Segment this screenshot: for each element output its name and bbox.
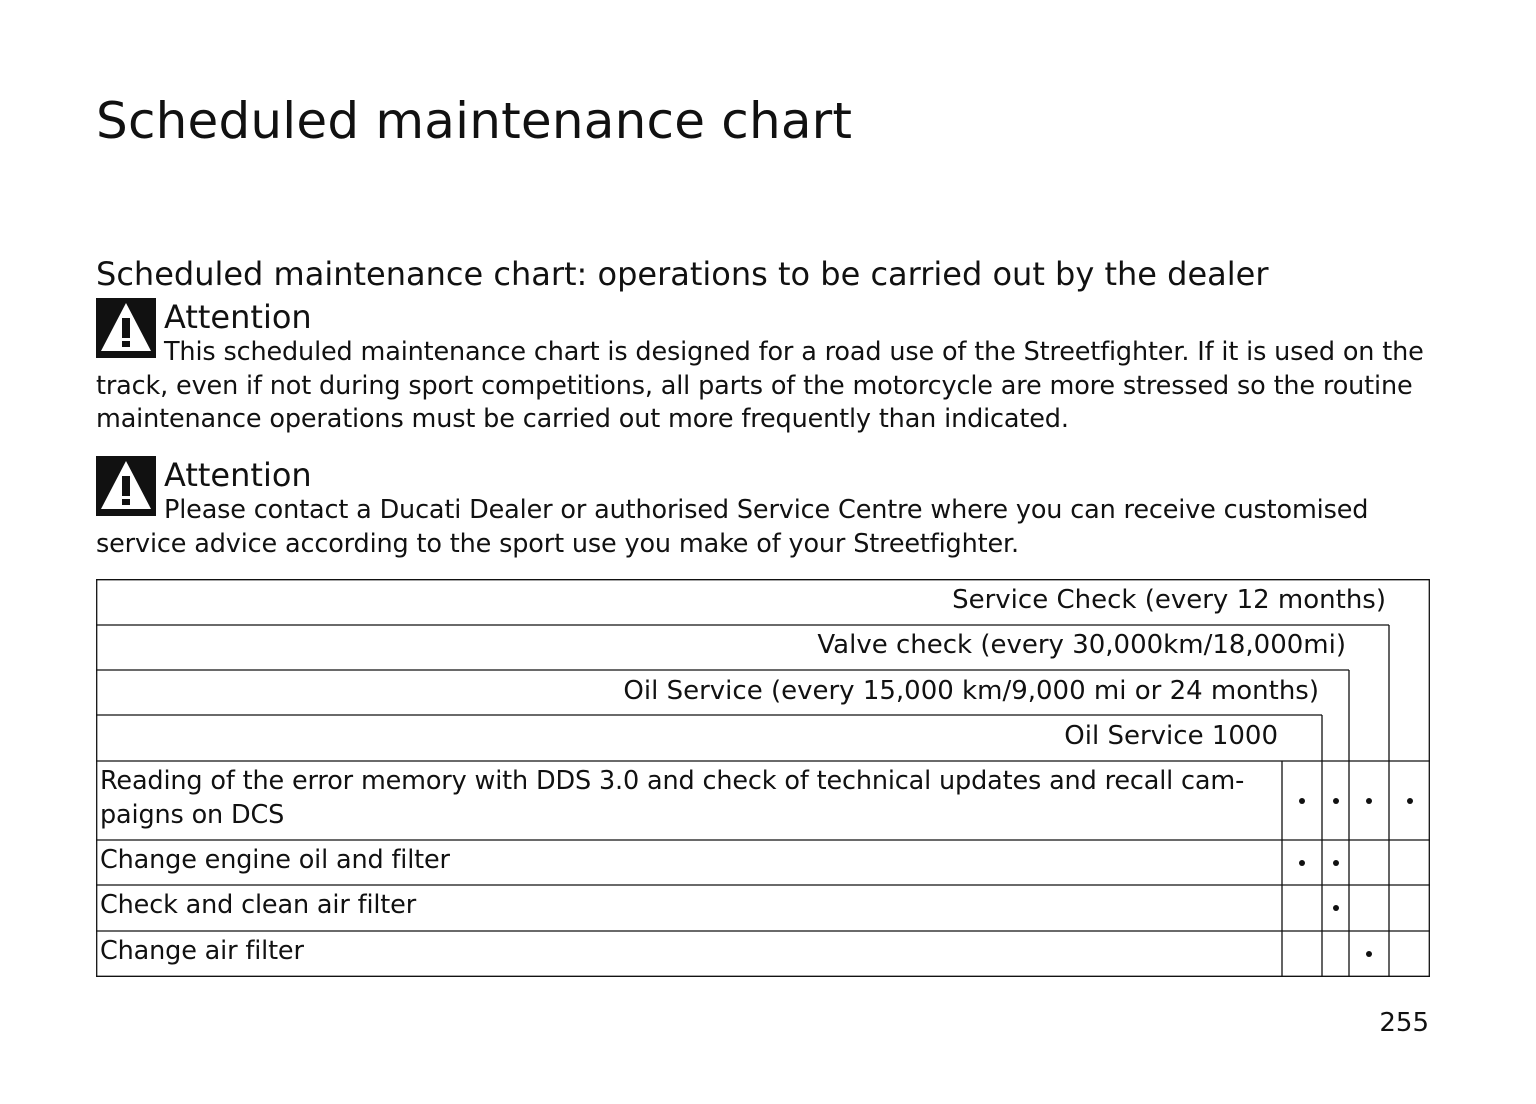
- header-valve-check: Valve check (every 30,000km/18,000mi): [817, 630, 1346, 660]
- service-mark-dot: [1333, 798, 1339, 804]
- service-mark-dot: [1333, 905, 1339, 911]
- service-mark-dot: [1407, 798, 1413, 804]
- service-mark-dot: [1299, 860, 1305, 866]
- table-row-operation: Change air filter: [100, 936, 304, 966]
- table-row-operation: Change engine oil and filter: [100, 845, 450, 875]
- attention-note-track-use: [96, 298, 1436, 437]
- service-mark-dot: [1366, 951, 1372, 957]
- service-mark-dot: [1366, 798, 1372, 804]
- warning-triangle-icon: [96, 456, 156, 516]
- attention-text: Please contact a Ducati Dealer or authorised Service Centre where you can receive customised service advice according to the sport use you make of your Streetfighter.: [96, 495, 1369, 559]
- header-oil-service-interval: Oil Service (every 15,000 km/9,000 mi or 24 months): [623, 676, 1319, 706]
- maintenance-table: [96, 579, 1430, 977]
- service-mark-dot: [1333, 860, 1339, 866]
- warning-triangle-icon: [96, 298, 156, 358]
- attention-heading: Attention: [164, 298, 312, 336]
- service-mark-dot: [1299, 798, 1305, 804]
- table-row-operation: Reading of the error memory with DDS 3.0 and check of technical updates and recall cam- paigns on DCS: [100, 766, 1245, 830]
- page-number: 255: [1379, 1008, 1429, 1038]
- page-title: Scheduled maintenance chart: [96, 92, 853, 150]
- section-title: Scheduled maintenance chart: operations to be carried out by the dealer: [96, 255, 1269, 293]
- table-row-operation: Check and clean air filter: [100, 890, 417, 920]
- attention-note-dealer-advice: [96, 456, 1436, 561]
- attention-text: This scheduled maintenance chart is designed for a road use of the Streetfighter. If it is used on the track, even if not during sport competitions, all parts of the motorcycle are more stressed so the routine maintenance operations must be carried out more frequently than indicated.: [96, 337, 1424, 434]
- header-service-check: Service Check (every 12 months): [952, 585, 1386, 615]
- attention-heading: Attention: [164, 456, 312, 494]
- header-oil-service-1000: Oil Service 1000: [1064, 721, 1278, 751]
